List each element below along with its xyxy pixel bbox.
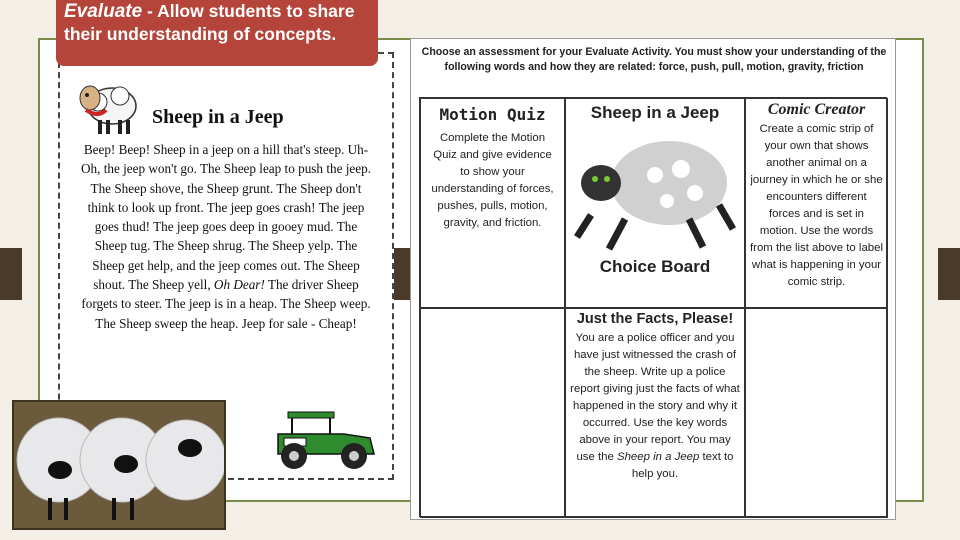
story-text xyxy=(80,140,372,333)
sheep-cartoon-icon xyxy=(569,127,741,257)
choice-board-page xyxy=(410,38,896,520)
story-text-italic: Oh Dear! xyxy=(213,277,265,293)
background-strip-left xyxy=(0,248,22,300)
comic-creator-text: Create a comic strip of your own that shows another animal on a journey in which he or she encounters different forces and is set in motion. Use the words from the list above to label what is happening in your comic strip. xyxy=(750,123,883,288)
empty-cell-right xyxy=(745,308,888,518)
title-text: Allow students to share their understanding of concepts. xyxy=(64,1,355,44)
just-the-facts-text-main: You are a police officer and you have just witnessed the crash of the sheep. Write up a police report giving just the facts of what happened in the story and why it occurred. Use the key words above in your report. You may use the xyxy=(570,332,740,463)
just-the-facts-text-end: text to help you. xyxy=(631,451,734,480)
just-the-facts-title: Just the Facts, Please! xyxy=(576,311,734,327)
center-title-top: Sheep in a Jeep xyxy=(590,103,720,122)
choice-board-grid xyxy=(419,97,887,517)
board-instructions: Choose an assessment for your Evaluate Activity. You must show your understanding of the following words and how they are related: force, push, pull, motion, gravity, friction xyxy=(421,46,887,73)
title-heading: Evaluate xyxy=(64,1,143,22)
title-separator: - xyxy=(142,1,158,21)
story-text-main: Beep! Beep! Sheep in a jeep on a hill that's steep. Uh-Oh, the jeep won't go. The Sheep leap to push the jeep. The Sheep shove, the Sheep grunt. The Sheep don't think to look up front. The jeep goes crash! The jeep goes thud! The jeep goes deep in gooey mud. The Sheep tug. The Sheep shrug. The Sheep yelp. The Sheep get help, and the jeep comes out. The Sheep shout. The Sheep yell, xyxy=(81,142,371,293)
just-the-facts-text-italic: Sheep in a Jeep xyxy=(616,451,700,463)
motion-quiz-title: Motion Quiz xyxy=(439,105,546,124)
jeep-illustration xyxy=(274,408,378,474)
sheep-illustration xyxy=(76,76,140,138)
sheep-craft-photo xyxy=(12,400,226,530)
title-banner xyxy=(56,0,378,66)
comic-creator-title: Comic Creator xyxy=(767,101,866,118)
comic-creator-cell xyxy=(745,98,888,308)
motion-quiz-cell xyxy=(420,98,565,308)
sheep-plates-image xyxy=(14,402,224,528)
story-title: Sheep in a Jeep xyxy=(152,106,284,128)
just-the-facts-text xyxy=(566,328,744,483)
just-the-facts-cell xyxy=(565,308,745,518)
motion-quiz-text: Complete the Motion Quiz and give evidence to show your understanding of forces, pushes, pulls, motion, gravity, and friction. xyxy=(431,132,554,229)
choice-board-center-cell xyxy=(565,98,745,308)
center-title-bottom: Choice Board xyxy=(599,257,711,276)
empty-cell-left xyxy=(420,308,565,518)
background-strip-right xyxy=(938,248,960,300)
story-text-end: The driver Sheep forgets to steer. The jeep is in a heap. The Sheep weep. The Sheep sweep the heap. Jeep for sale - Cheap! xyxy=(81,277,371,331)
